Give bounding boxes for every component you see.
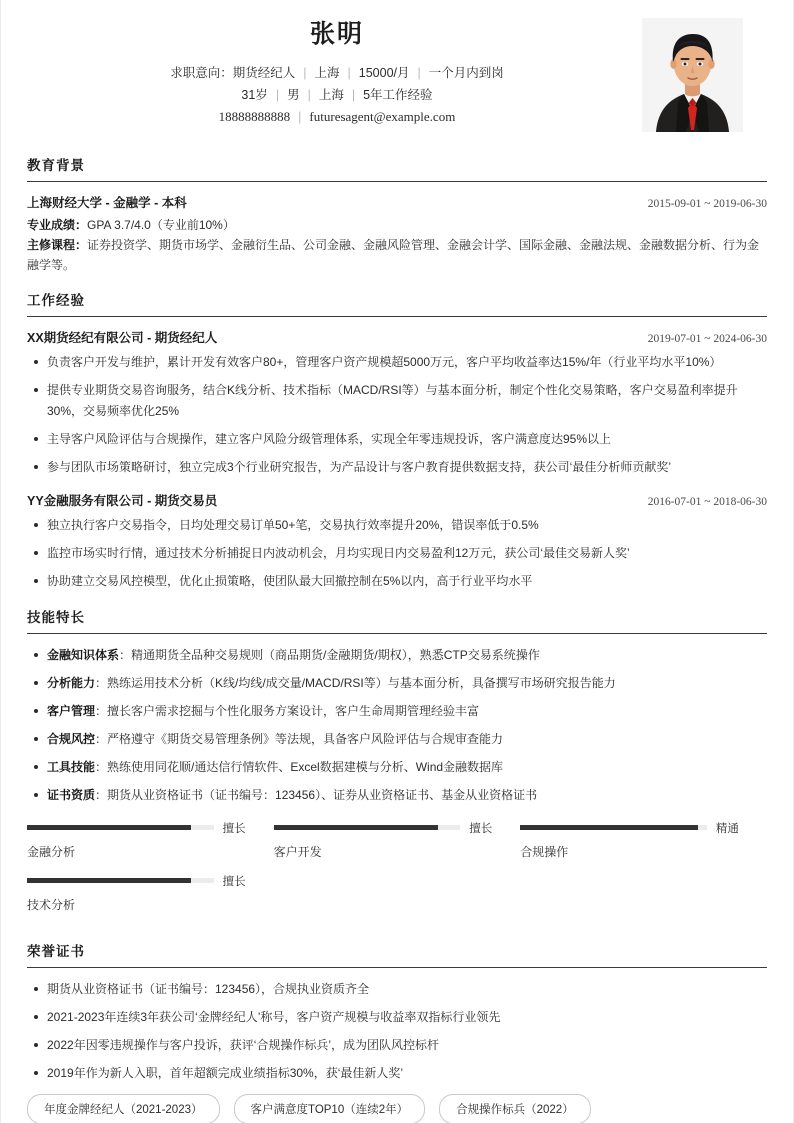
skill-list xyxy=(27,645,767,806)
meta-item: 15000/月 xyxy=(358,65,410,80)
meta-line-intent xyxy=(27,62,647,84)
honor-list xyxy=(27,979,767,1084)
list-item: 期货从业资格证书（证书编号：123456），合规执业资质齐全 xyxy=(27,979,767,1000)
list-item: 协助建立交易风控模型，优化止损策略，使团队最大回撤控制在5%以内，高于行业平均水平 xyxy=(27,571,767,592)
skill-bar-row xyxy=(27,873,246,889)
skill-value: 期货从业资格证书（证书编号：123456）、证券从业资格证书、基金从业资格证书 xyxy=(107,787,538,802)
meta-item: 求职意向：期货经纪人 xyxy=(170,65,296,80)
section-divider xyxy=(27,181,767,182)
list-item: 独立执行客户交易指令，日均处理交易订单50+笔，交易执行效率提升20%，错误率低于0.5% xyxy=(27,515,767,536)
skill-colon: ： xyxy=(95,787,108,802)
entry-date: 2019-07-01 ~ 2024-06-30 xyxy=(647,332,767,345)
skill-item xyxy=(27,785,767,806)
skill-level-label: 擅长 xyxy=(222,822,246,835)
entry-header xyxy=(27,328,767,346)
work-bullet-list xyxy=(27,515,767,592)
skill-bar-cell xyxy=(27,873,274,913)
meta-separator: | xyxy=(307,87,311,102)
avatar xyxy=(642,18,743,132)
skill-level-label: 精通 xyxy=(715,822,739,835)
detail-value: 证券投资学、期货市场学、金融衍生品、公司金融、金融风险管理、金融会计学、国际金融、金融法规、金融数据分析、行为金融学等。 xyxy=(27,237,760,272)
skill-progress-fill xyxy=(27,878,191,883)
education-entries xyxy=(27,193,767,275)
detail-label: 专业成绩： xyxy=(27,217,88,232)
education-detail xyxy=(27,215,767,235)
honor-tag-group xyxy=(27,1094,767,1123)
skill-value: 严格遵守《期货交易管理条例》等法规，具备客户风险评估与合规审查能力 xyxy=(107,731,504,746)
skill-level-label: 擅长 xyxy=(469,822,493,835)
skill-label: 证书资质 xyxy=(47,787,96,802)
skill-colon: ： xyxy=(95,731,108,746)
meta-separator: | xyxy=(298,109,302,124)
list-item: 主导客户风险评估与合规操作，建立客户风险分级管理体系，实现全年零违规投诉，客户满意度达95%以上 xyxy=(27,429,767,450)
education-entry xyxy=(27,193,767,275)
entry-title: XX期货经纪有限公司 - 期货经纪人 xyxy=(27,330,218,345)
skill-bar-cell xyxy=(274,820,521,860)
skill-colon: ： xyxy=(95,675,108,690)
section-title-skills: 技能特长 xyxy=(27,609,85,625)
meta-item: futuresagent@example.com xyxy=(309,108,456,124)
meta-item: 5年工作经验 xyxy=(363,87,433,102)
section-divider xyxy=(27,967,767,968)
section-divider xyxy=(27,316,767,317)
education-detail xyxy=(27,235,767,275)
section-title-honors: 荣誉证书 xyxy=(27,943,85,959)
skill-bar-row xyxy=(27,820,246,836)
skill-colon: ： xyxy=(119,647,132,662)
list-item: 监控市场实时行情，通过技术分析捕捉日内波动机会，月均实现日内交易盈利12万元，获公司‘最佳交易新人奖’ xyxy=(27,543,767,564)
section-honors xyxy=(27,940,767,1123)
skill-value: 精通期货全品种交易规则（商品期货/金融期货/期权），熟悉CTP交易系统操作 xyxy=(131,647,540,662)
skill-value: 熟练使用同花顺/通达信行情软件、Excel数据建模与分析、Wind金融数据库 xyxy=(107,759,504,774)
skill-item xyxy=(27,729,767,750)
entry-date: 2016-07-01 ~ 2018-06-30 xyxy=(647,495,767,508)
meta-item: 男 xyxy=(287,87,300,102)
list-item: 2019年作为新人入职，首年超额完成业绩指标30%，获‘最佳新人奖’ xyxy=(27,1063,767,1084)
skill-value: 擅长客户需求挖掘与个性化服务方案设计，客户生命周期管理经验丰富 xyxy=(107,703,480,718)
skill-item xyxy=(27,757,767,778)
detail-label: 主修课程： xyxy=(27,237,88,252)
meta-line-personal xyxy=(27,84,647,106)
page-title: 张明 xyxy=(309,20,364,48)
skill-progress-fill xyxy=(274,825,438,830)
skill-colon: ： xyxy=(95,759,108,774)
meta-separator: | xyxy=(275,87,280,102)
list-item: 提供专业期货交易咨询服务，结合K线分析、技术指标（MACD/RSI等）与基本面分析，制定个性化交易策略，客户交易盈利率提升30%，交易频率优化25% xyxy=(27,380,767,422)
skill-progress-track xyxy=(520,825,707,830)
skill-label: 金融知识体系 xyxy=(47,647,120,662)
section-title-education: 教育背景 xyxy=(27,157,85,173)
meta-line-contact xyxy=(27,106,647,128)
work-entries xyxy=(27,328,767,592)
work-entry xyxy=(27,491,767,592)
meta-separator: | xyxy=(351,87,356,102)
honor-tag: 合规操作标兵（2022） xyxy=(439,1094,591,1123)
honor-tag: 客户满意度TOP10（连续2年） xyxy=(234,1094,426,1123)
list-item: 2021-2023年连续3年获公司‘金牌经纪人’称号，客户资产规模与收益率双指标行业领先 xyxy=(27,1007,767,1028)
entry-date: 2015-09-01 ~ 2019-06-30 xyxy=(647,197,767,210)
work-entry xyxy=(27,328,767,478)
section-skills xyxy=(27,606,767,926)
meta-item: 31岁 xyxy=(241,87,268,102)
skill-label: 分析能力 xyxy=(47,675,96,690)
avatar-illustration xyxy=(642,18,743,132)
section-work xyxy=(27,289,767,592)
section-title-work: 工作经验 xyxy=(27,292,85,308)
skill-progress-track xyxy=(27,878,214,883)
list-item: 2022年因零违规操作与客户投诉，获评‘合规操作标兵’，成为团队风控标杆 xyxy=(27,1035,767,1056)
work-bullet-list xyxy=(27,352,767,478)
meta-item: 一个月内到岗 xyxy=(428,65,504,80)
skill-bar-row xyxy=(520,820,739,836)
skill-bar-row xyxy=(274,820,493,836)
meta-separator: | xyxy=(303,65,307,80)
skill-colon: ： xyxy=(95,703,108,718)
skill-bar-name: 技术分析 xyxy=(27,897,76,912)
entry-title: YY金融服务有限公司 - 期货交易员 xyxy=(27,493,218,508)
skill-item xyxy=(27,673,767,694)
skill-bar-name: 金融分析 xyxy=(27,844,76,859)
skill-item xyxy=(27,701,767,722)
meta-item: 18888888888 xyxy=(218,108,291,124)
skill-bar-cell xyxy=(520,820,767,860)
section-divider xyxy=(27,633,767,634)
skill-progress-fill xyxy=(520,825,697,830)
skill-bar-cell xyxy=(27,820,274,860)
skill-bar-name: 合规操作 xyxy=(520,844,569,859)
entry-header xyxy=(27,193,767,211)
list-item: 参与团队市场策略研讨，独立完成3个行业研究报告，为产品设计与客户教育提供数据支持，获公司‘最佳分析师贡献奖’ xyxy=(27,457,767,478)
section-education xyxy=(27,154,767,275)
skill-progress-track xyxy=(274,825,461,830)
honor-tag: 年度金牌经纪人（2021-2023） xyxy=(27,1094,220,1123)
list-item: 负责客户开发与维护，累计开发有效客户80+，管理客户资产规模超5000万元，客户平均收益率达15%/年（行业平均水平10%） xyxy=(27,352,767,373)
meta-separator: | xyxy=(417,65,421,80)
meta-separator: | xyxy=(347,65,351,80)
detail-value: GPA 3.7/4.0（专业前10%） xyxy=(87,217,235,232)
entry-title: 上海财经大学 - 金融学 - 本科 xyxy=(27,195,187,210)
resume-header xyxy=(27,0,767,140)
skill-bar-grid xyxy=(27,820,767,926)
skill-progress-fill xyxy=(27,825,191,830)
skill-bar-name: 客户开发 xyxy=(273,844,322,859)
skill-value: 熟练运用技术分析（K线/均线/成交量/MACD/RSI等）与基本面分析，具备撰写市场研究报告能力 xyxy=(107,675,616,690)
entry-header xyxy=(27,491,767,509)
meta-item: 上海 xyxy=(314,65,340,80)
skill-label: 客户管理 xyxy=(47,703,96,718)
skill-level-label: 擅长 xyxy=(222,875,246,888)
skill-label: 合规风控 xyxy=(47,731,96,746)
meta-item: 上海 xyxy=(318,87,344,102)
skill-item xyxy=(27,645,767,666)
skill-progress-track xyxy=(27,825,214,830)
skill-label: 工具技能 xyxy=(47,759,96,774)
